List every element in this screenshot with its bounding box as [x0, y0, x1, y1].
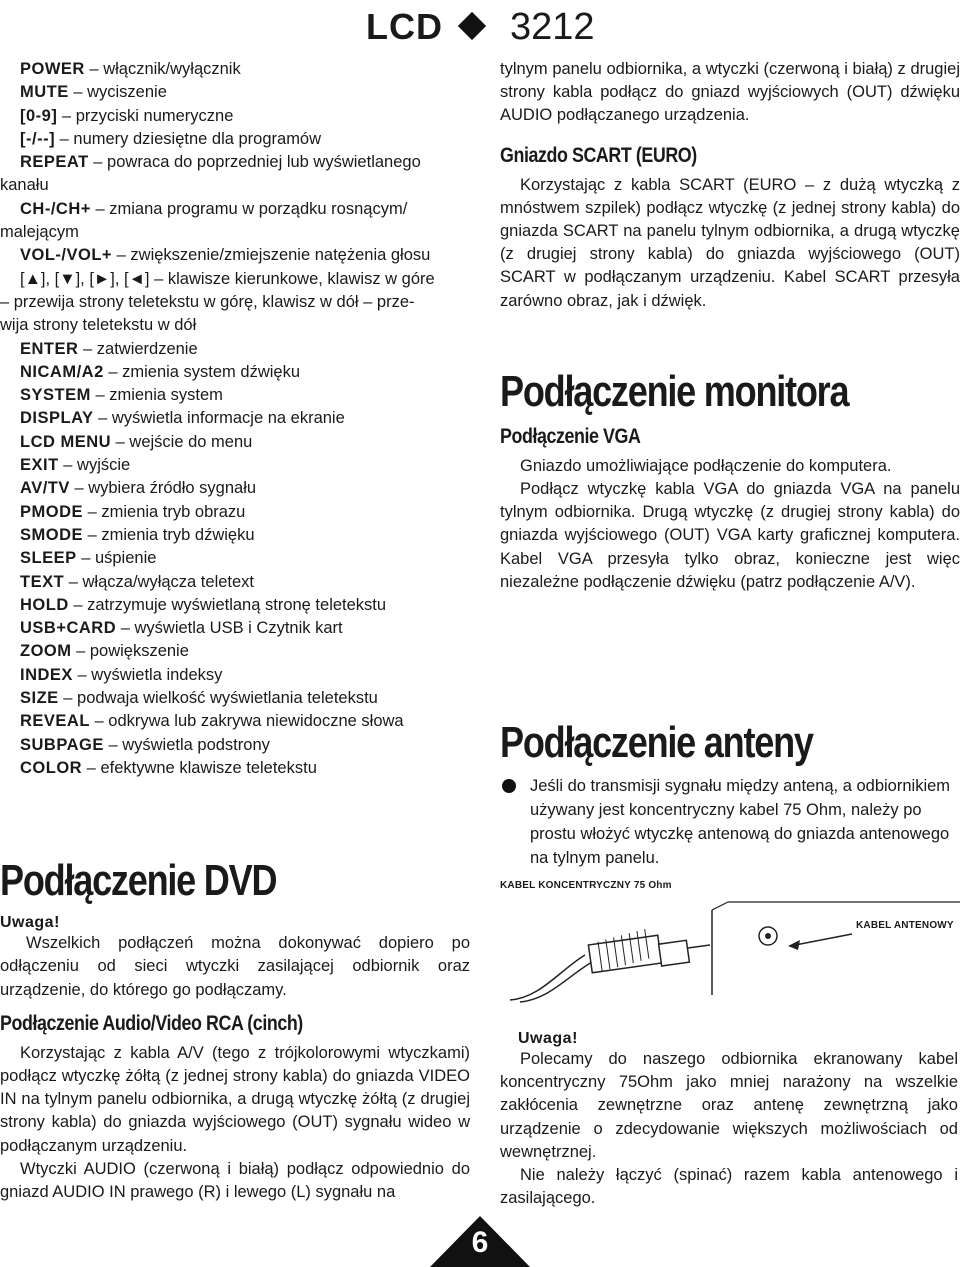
legend-description: – efektywne klawisze teletekstu: [82, 758, 317, 777]
legend-description: – wejście do menu: [111, 432, 253, 451]
legend-description: – zatwierdzenie: [78, 339, 198, 358]
dvd-section: [0, 856, 470, 1204]
legend-description: – zmienia tryb dźwięku: [83, 525, 255, 544]
legend-item: [0, 757, 470, 780]
legend-key: CH-/CH+: [20, 199, 91, 218]
legend-item: [0, 338, 470, 361]
legend-item: [0, 105, 470, 128]
antenna-plug-drawing: [500, 880, 960, 1010]
legend-key: POWER: [20, 60, 85, 78]
antenna-note-label: Uwaga!: [518, 1030, 578, 1047]
left-column: [0, 58, 470, 1204]
legend-key: REVEAL: [20, 712, 90, 731]
antenna-bullet-text: Jeśli do transmisji sygnału między anteną, a odbiornikiem używany jest koncentryczny kabel 75 Ohm, należy po prostu włożyć wtyczkę antenową do gniazda antenowego na tylnym panelu.: [530, 777, 951, 868]
legend-description: – zatrzymuje wyświetlaną stronę teletekstu: [68, 595, 387, 614]
rca-paragraph-1: Korzystając z kabla A/V (tego z trójkolorowymi wtyczkami) podłącz wtyczkę żółtą (z jednej strony kabla) do gniazda VIDEO IN na tylnym panelu odbiornika, a drugą wtyczkę żółtą (z drugiej strony kabla) do gniazda wyjściowego (OUT) sygnału wideo w podłączanym urządzeniu.: [0, 1043, 470, 1155]
legend-key: SMODE: [20, 525, 84, 544]
legend-item: [0, 687, 470, 710]
legend-continuation: malejącym: [0, 223, 79, 242]
page-header: [0, 6, 960, 50]
legend-item: [0, 547, 470, 570]
remote-key-legend: [0, 58, 470, 780]
legend-key: ZOOM: [20, 642, 72, 661]
legend-description: – włącza/wyłącza teletext: [64, 572, 255, 591]
legend-item: [0, 268, 470, 291]
antenna-note-paragraph-1: Polecamy do naszego odbiornika ekranowany kabel koncentryczny 75Ohm jako mniej narażony na wszelkie zakłócenia zewnętrzne oraz antenę zewnętrzną jako urządzenie o zdecydowanie większych możliwościach od wewnętrznej.: [500, 1050, 958, 1161]
legend-description: – wyświetla informacje na ekranie: [93, 409, 345, 428]
antenna-note-paragraph-2: Nie należy łączyć (spinać) razem kabla antenowego i zasilającego.: [500, 1166, 958, 1208]
legend-item: [0, 454, 470, 477]
rca-heading: Podłączenie Audio/Video RCA (cinch): [0, 1011, 303, 1035]
legend-key: COLOR: [20, 758, 83, 777]
legend-key: INDEX: [20, 665, 73, 684]
legend-key: SLEEP: [20, 549, 77, 568]
legend-key: DISPLAY: [20, 409, 94, 428]
legend-description: – wyświetla podstrony: [103, 735, 270, 754]
legend-continuation: wija strony teletekstu w dół: [0, 316, 197, 335]
legend-description: – powiększenie: [71, 642, 189, 661]
legend-description: – wyciszenie: [68, 83, 167, 102]
vga-heading: Podłączenie VGA: [500, 424, 641, 448]
monitor-heading: Podłączenie monitora: [500, 366, 849, 416]
legend-item: [0, 244, 470, 267]
legend-key: SYSTEM: [20, 386, 91, 405]
legend-item: [0, 710, 470, 733]
legend-description: – wybiera źródło sygnału: [69, 479, 257, 498]
legend-item: [0, 407, 470, 430]
legend-description: – wyjście: [58, 456, 131, 475]
legend-key: HOLD: [20, 595, 69, 614]
legend-description: – odkrywa lub zakrywa niewidoczne słowa: [89, 712, 404, 731]
legend-key: LCD MENU: [20, 432, 112, 451]
legend-description: – przyciski numeryczne: [57, 106, 234, 125]
antenna-note: [500, 1030, 958, 1210]
vga-paragraph-1: Gniazdo umożliwiające podłączenie do komputera.: [520, 456, 892, 475]
legend-key: EXIT: [20, 456, 59, 475]
legend-description: – wyświetla indeksy: [72, 665, 223, 684]
dvd-note-text: Wszelkich podłączeń można dokonywać dopiero po odłączeniu od sieci wtyczki zasilającej odbiornik oraz urządzenie, do którego go podłączamy.: [0, 934, 470, 999]
legend-description: – zmienia system dźwięku: [103, 362, 301, 381]
legend-key: PMODE: [20, 502, 84, 521]
legend-continuation: kanału: [0, 176, 49, 195]
antenna-cable-diagram: [500, 880, 960, 1010]
legend-item: [0, 198, 470, 221]
page-number: 6: [471, 1226, 489, 1259]
right-column: [500, 58, 960, 870]
antenna-heading: Podłączenie anteny: [500, 718, 813, 768]
legend-key: SUBPAGE: [20, 735, 104, 754]
legend-item: [0, 734, 470, 757]
page-number-badge: [430, 1216, 530, 1267]
legend-key: VOL-/VOL+: [20, 246, 113, 265]
bullet-icon: [502, 779, 516, 793]
legend-key: TEXT: [20, 572, 65, 591]
legend-description: – numery dziesiętne dla programów: [55, 129, 322, 148]
legend-item: [0, 501, 470, 524]
legend-key: ENTER: [20, 339, 79, 358]
legend-key: [0-9]: [20, 106, 58, 125]
legend-item: [0, 477, 470, 500]
rca-continued-text: tylnym panelu odbiornika, a wtyczki (czerwoną i białą) z drugiej strony kabla podłącz do gniazd wyjściowych (OUT) dźwięku AUDIO podłączanego urządzenia.: [500, 60, 960, 125]
legend-key: SIZE: [20, 689, 59, 708]
dvd-heading: Podłączenie DVD: [0, 856, 277, 906]
legend-item: [0, 384, 470, 407]
legend-item: [0, 524, 470, 547]
legend-item: [0, 431, 470, 454]
legend-item: [0, 617, 470, 640]
coaxial-cable-label: KABEL KONCENTRYCZNY 75 Ohm: [500, 880, 672, 891]
header-model-number: 3212: [510, 6, 595, 48]
legend-key: REPEAT: [20, 153, 89, 172]
legend-description: – zwiększenie/zmiejszenie natężenia głosu: [112, 246, 431, 265]
legend-description: [▲], [▼], [►], [◄] – klawisze kierunkowe, klawisz w góre: [20, 269, 435, 288]
legend-description: – zmienia tryb obrazu: [83, 502, 246, 521]
rca-paragraph-2: Wtyczki AUDIO (czerwoną i białą) podłącz odpowiednio do gniazd AUDIO IN prawego (R) i lewego (L) sygnału na: [0, 1159, 470, 1202]
legend-description: – wyświetla USB i Czytnik kart: [116, 619, 343, 638]
legend-item: [0, 151, 470, 174]
legend-key: AV/TV: [20, 479, 70, 498]
dvd-note-label: Uwaga!: [0, 914, 60, 932]
legend-description: – podwaja wielkość wyświetlania teletekstu: [58, 689, 378, 708]
header-model-prefix: LCD: [366, 6, 443, 47]
legend-key: USB+CARD: [20, 619, 117, 638]
legend-key: [-/--]: [20, 129, 56, 148]
legend-description: – zmienia system: [90, 386, 223, 405]
legend-description: – włącznik/wyłącznik: [84, 60, 241, 78]
legend-key: MUTE: [20, 83, 69, 102]
legend-description: – uśpienie: [76, 549, 157, 568]
legend-item: [0, 571, 470, 594]
legend-key: NICAM/A2: [20, 362, 104, 381]
antenna-bullet-item: [500, 774, 960, 870]
legend-continuation: – przewija strony teletekstu w górę, klawisz w dół – prze-: [0, 292, 415, 311]
scart-heading: Gniazdo SCART (EURO): [500, 143, 697, 167]
legend-item: [0, 640, 470, 663]
legend-item: [0, 128, 470, 151]
legend-item: [0, 361, 470, 384]
vga-paragraph-2: Podłącz wtyczkę kabla VGA do gniazda VGA na panelu tylnym odbiornika. Drugą wtyczkę (z drugiej strony kabla) do gniazda wyjściowego (OUT) VGA karty graficznej komputera. Kabel VGA przesyła tylko obraz, konieczne jest więc niezależne podłączenie dźwięku (patrz podłączenie A/V).: [500, 480, 960, 591]
legend-item: [0, 594, 470, 617]
diamond-icon: [458, 12, 486, 40]
legend-item: [0, 81, 470, 104]
legend-item: [0, 58, 470, 81]
scart-paragraph: Korzystając z kabla SCART (EURO – z dużą wtyczką z mnóstwem szpilek) podłącz wtyczkę (z jednej strony kabla) do gniazda SCART na panelu tylnym odbiornika, a drugą wtyczkę (z drugiej strony kabla) do gniazda wyjściowego (OUT) SCART w podłączanym urządzeniu. Kabel SCART przesyła zarówno obraz, jak i dźwięk.: [500, 175, 960, 310]
legend-description: – powraca do poprzedniej lub wyświetlanego: [88, 153, 421, 172]
legend-description: – zmiana programu w porządku rosnącym/: [90, 199, 408, 218]
legend-item: [0, 664, 470, 687]
antenna-cable-label: KABEL ANTENOWY: [856, 920, 954, 931]
